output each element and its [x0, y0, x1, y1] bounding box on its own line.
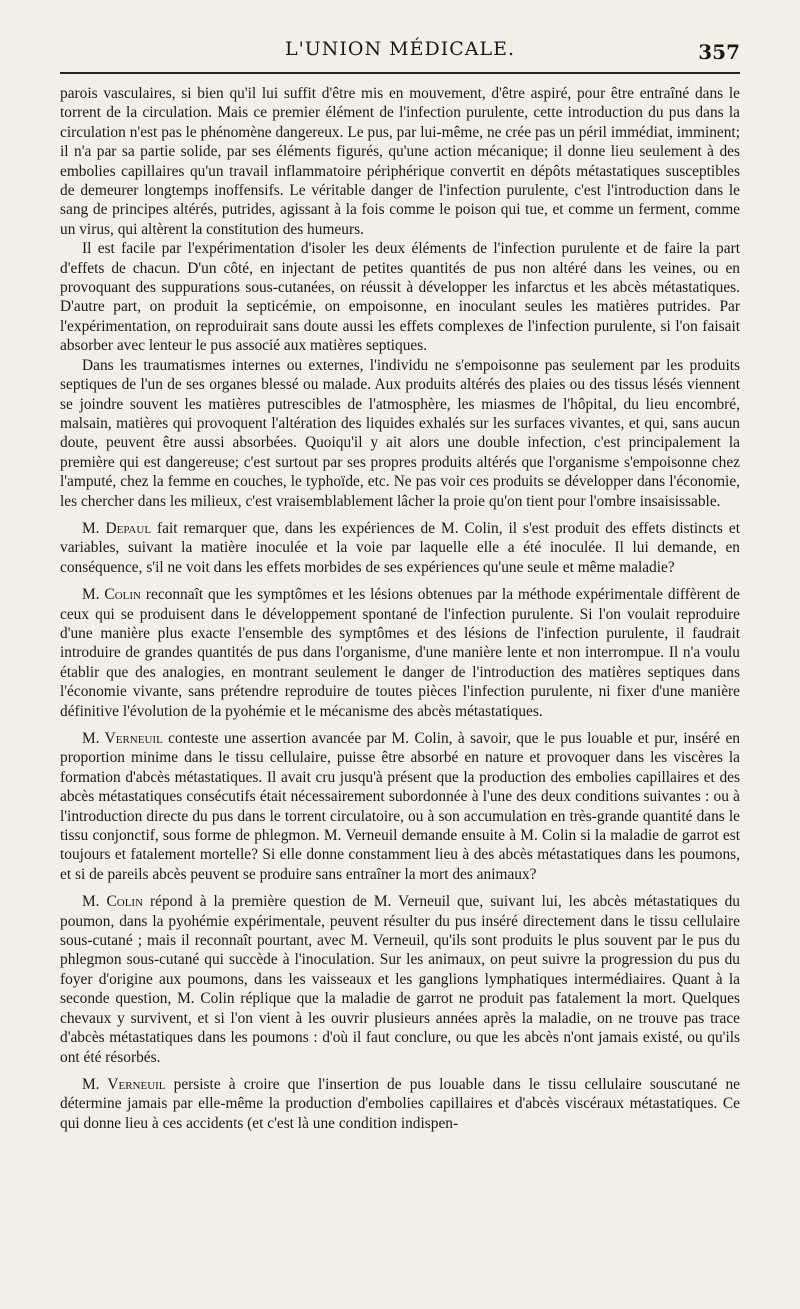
paragraph-text: Il est facile par l'expérimentation d'isoler les deux éléments de l'infection purulente et de faire la part d'effets de chacun. D'un côté, en injectant de petites quantités de pus non altéré dans les veines, ou en provoquant des suppurations sous-cutanées, on réussit à développer les infarctus et les abcès métastatiques. D'autre part, on produit la septicémie, on empoisonne, en inoculant seules les matières putrides. Par l'expérimentation, on reproduirait sans doute aussi les effets complexes de l'infection purulente, si l'on faisait absorber avec lenteur le pus associé aux matières septiques. — [60, 240, 740, 355]
paragraph-text: persiste à croire que l'insertion de pus louable dans le tissu cellulaire souscutané ne détermine jamais par elle-même la production d'embolies capillaires et d'abcès viscéraux métastatiques. Ce qui donne lieu à ces accidents (et c'est là une condition indispen- — [60, 1075, 740, 1132]
article-body — [60, 84, 740, 1133]
running-title: L'UNION MÉDICALE. — [284, 38, 516, 60]
paragraph-text: conteste une assertion avancée par M. Colin, à savoir, que le pus louable et pur, inséré en proportion minime dans le tissu cellulaire, puisse être absorbé en nature et provoquer dans les viscères la formation d'abcès métastatiques. Il avait cru jusqu'à présent que la production des embolies capillaires et des abcès métastatiques consécutifs était nécessairement subordonnée à l'une des deux conditions suivantes : ou à l'introduction directe du pus dans le torrent circulatoire, ou à son accumulation en très-grande quantité dans le tissu conjonctif, sous forme de phlegmon. M. Verneuil demande ensuite à M. Colin si la maladie de garrot est toujours et fatalement mortelle? Si elle donne constamment lieu à des abcès métastatiques dans les poumons, et si de pareils abcès peuvent se produire sans entraîner la mort des animaux? — [60, 730, 741, 883]
page-header — [60, 34, 740, 70]
speaker-name: M. Verneuil — [82, 1075, 166, 1093]
paragraph — [60, 356, 740, 511]
paragraph — [60, 892, 740, 1067]
paragraph — [60, 84, 740, 239]
paragraph-text: fait remarquer que, dans les expériences de M. Colin, il s'est produit des effets distincts et variables, suivant la matière inoculée et la voie par laquelle elle a été inoculée. Il lui demande, en conséquence, s'il ne voit dans les effets morbides de ses expériences qu'une seule et même maladie? — [60, 519, 740, 576]
header-rule — [60, 72, 740, 74]
paragraph-text: parois vasculaires, si bien qu'il lui suffit d'être mis en mouvement, d'être aspiré, pour être entraîné dans le torrent de la circulation. Mais ce premier élément de l'infection purulente, cette introduction du pus dans la circulation n'est pas le phénomène dangereux. Le pus, par lui-même, ne crée pas un péril immédiat, imminent; il n'a par sa partie solide, par ses éléments figurés, qu'une action mécanique; il donne lieu seulement à des embolies capillaires qu'un travail inflammatoire périphérique convertit en dépôts métastatiques susceptibles de demeurer longtemps inoffensifs. Le véritable danger de l'infection purulente, c'est l'introduction dans le sang de principes altérés, putrides, agissant à la fois comme le poison qui tue, et comme un ferment, comme un virus, qui altèrent la constitution des humeurs. — [60, 85, 740, 238]
paragraph-text: répond à la première question de M. Verneuil que, suivant lui, les abcès métastatiques du poumon, dans la pyohémie expérimentale, peuvent résulter du pus inséré directement dans le tissu cellulaire sous-cutané ; mais il reconnaît pourtant, avec M. Verneuil, qu'ils sont produits le plus souvent par le pus du phlegmon sous-cutané qui succède à l'inoculation. Sur les animaux, on peut suivre la progression du pus du foyer d'origine aux poumons, dans les vaisseaux et les ganglions lymphatiques intermédiaires. Quant à la seconde question, M. Colin réplique que la maladie de garrot ne produit pas fatalement la mort. Quelques chevaux y survivent, et si l'on vient à les ouvrir plusieurs années après la maladie, on ne trouve pas trace d'abcès métastatiques dans les poumons : d'où il faut conclure, ou que les abcès n'ont jamais existé, ou qu'ils ont été résorbés. — [60, 893, 740, 1066]
paragraph-text: reconnaît que les symptômes et les lésions obtenues par la méthode expérimentale diffèrent de ceux qui se produisent dans le développement spontané de l'infection purulente. Si l'on voulait reproduire d'une manière plus exacte l'ensemble des symptômes et des lésions de l'infection purulente, il faudrait introduire de grandes quantités de pus dans l'organisme, d'une manière lente et non interrompue. Il n'a voulu établir que des analogies, en montrant seulement le danger de l'introduction des matières septiques dans l'économie vivante, sans prétendre reproduire de toutes pièces l'infection purulente, ni fixer d'une manière définitive l'évolution de la pyohémie et le mécanisme des abcès métastatiques. — [60, 586, 740, 720]
paragraph — [60, 729, 740, 884]
page-number: 357 — [698, 40, 740, 64]
paragraph — [60, 519, 740, 577]
paragraph-text: Dans les traumatismes internes ou externes, l'individu ne s'empoisonne pas seulement par les produits septiques de l'un de ses organes blessé ou malade. Aux produits altérés des plaies ou des tissus lésés viennent se joindre souvent les matières putrescibles de l'atmosphère, les miasmes de l'hôpital, du lieu encombré, malsain, matières qui provoquent l'altération des liquides exhalés sur les surfaces vivantes, et qui, sans aucun doute, peuvent être aussi absorbées. Quoiqu'il y ait alors une double infection, c'est principalement la première qui est dangereuse; c'est surtout par ses propres produits altérés que l'organisme s'empoisonne chez l'amputé, chez la femme en couches, le typhoïde, etc. Ne pas voir ces produits se développer dans l'économie, les chercher dans les milieux, c'est vraisemblablement lâcher la proie qu'on tient pour l'ombre insaisissable. — [60, 356, 740, 510]
speaker-name: M. Verneuil — [82, 730, 163, 747]
paragraph — [60, 1075, 740, 1133]
paragraph — [60, 239, 740, 355]
speaker-name: M. Depaul — [82, 519, 152, 537]
speaker-name: M. Colin — [82, 893, 144, 911]
paragraph — [60, 585, 740, 721]
speaker-name: M. Colin — [82, 586, 141, 604]
